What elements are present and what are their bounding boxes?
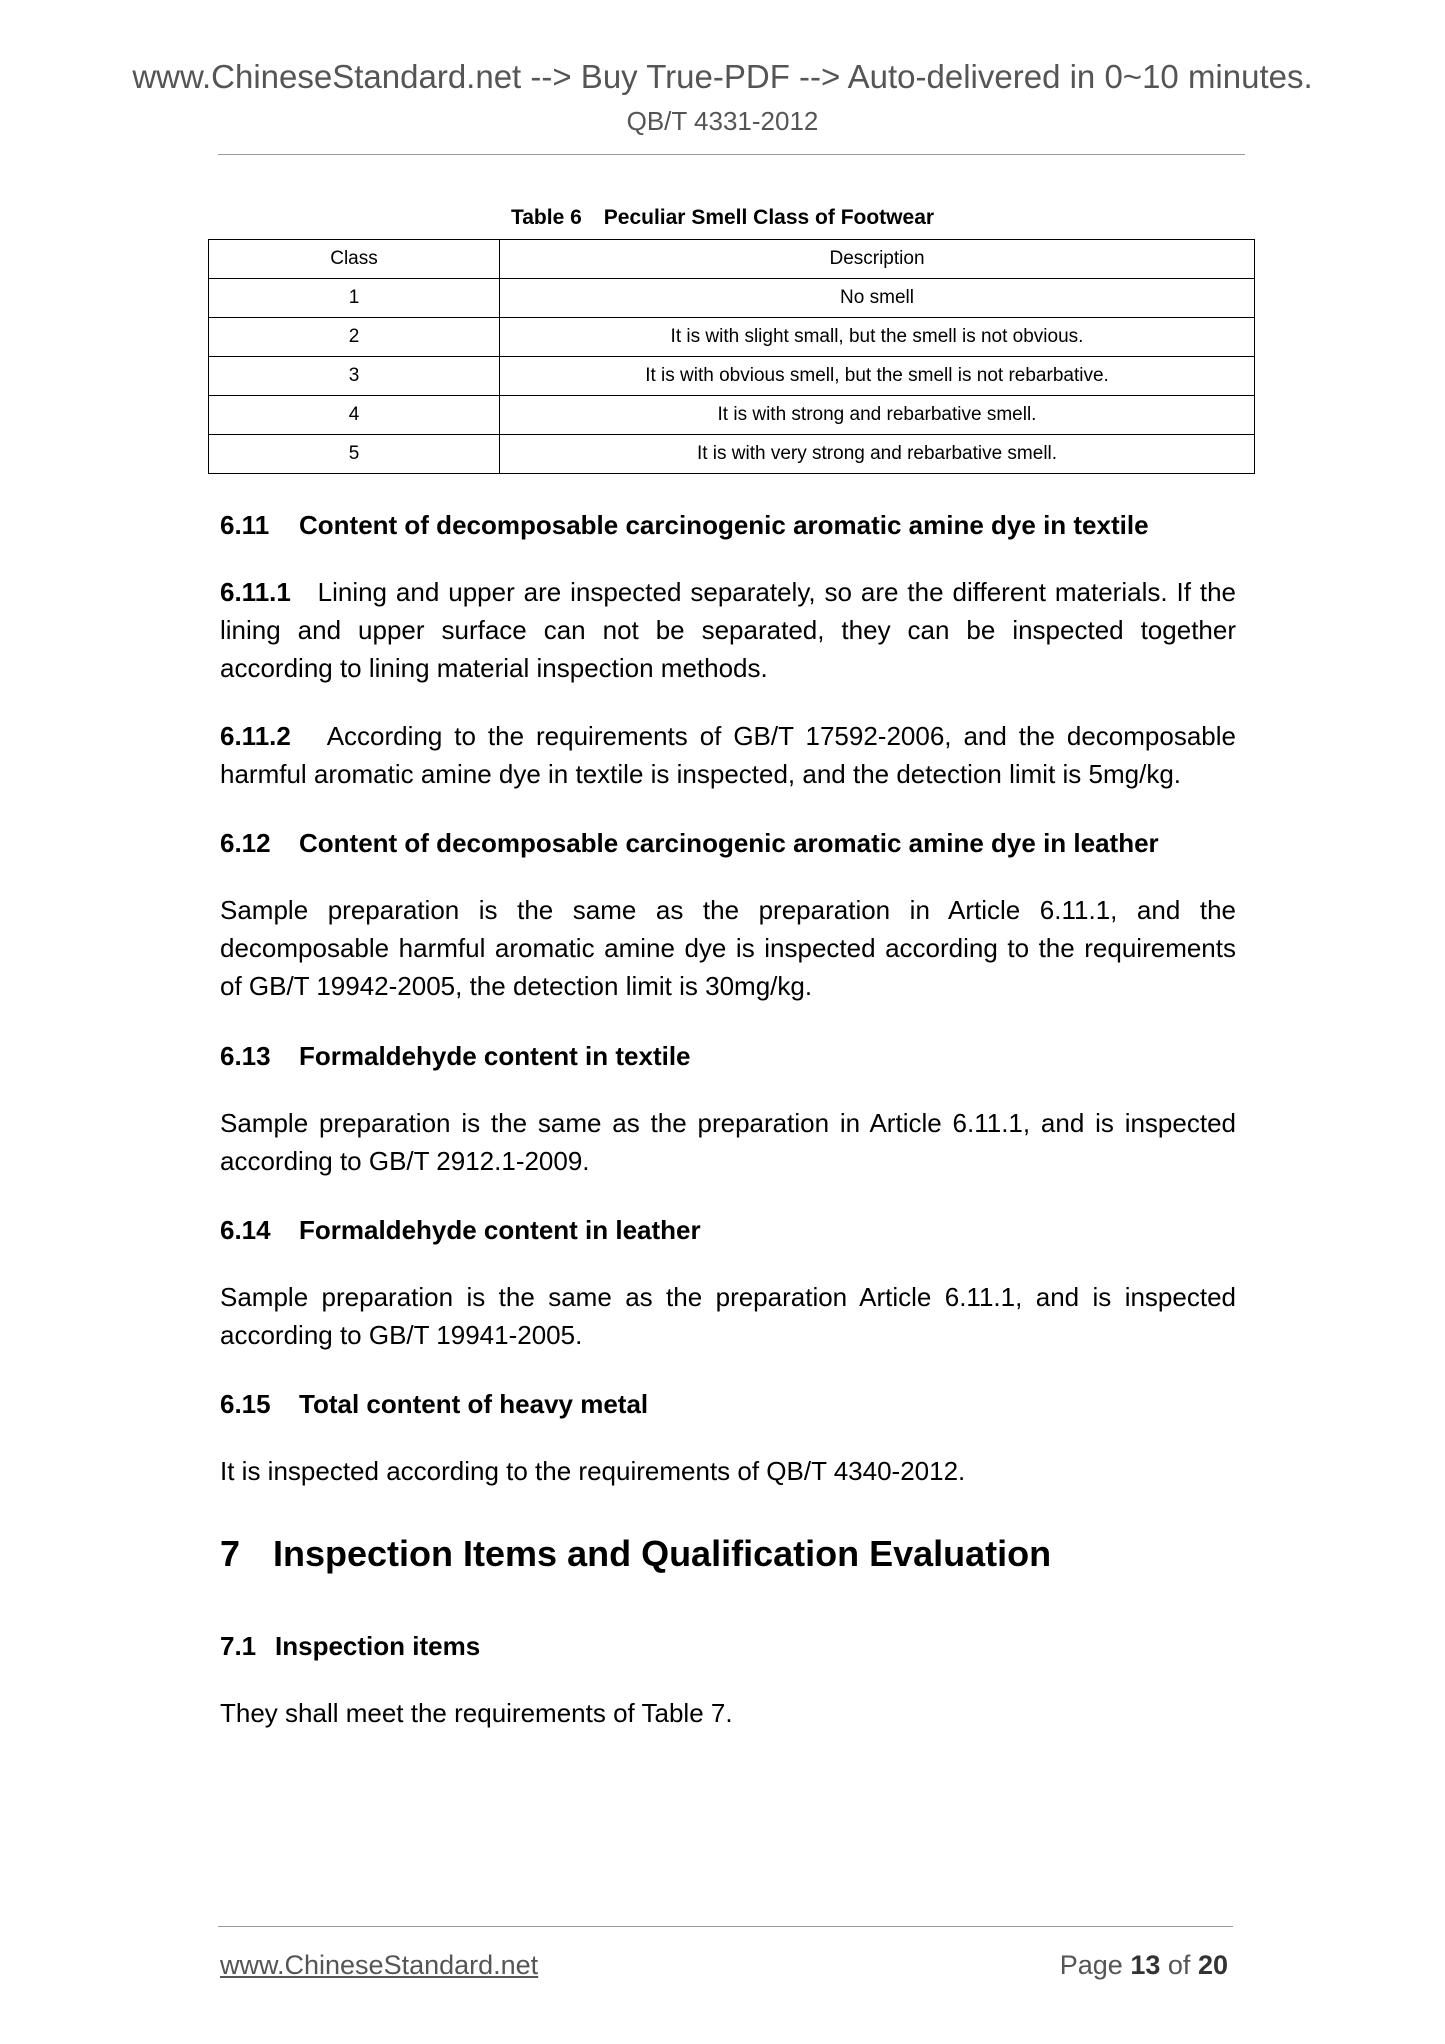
table-header-row (209, 240, 1255, 279)
section-title: Content of decomposable carcinogenic aromatic amine dye in leather (299, 828, 1159, 858)
smell-class-table (208, 239, 1255, 474)
description-cell: It is with very strong and rebarbative smell. (500, 435, 1255, 474)
section-number: 6.13 (220, 1041, 271, 1071)
page-total: 20 (1197, 1950, 1228, 1980)
page-current: 13 (1130, 1950, 1161, 1980)
column-header-class: Class (209, 240, 500, 279)
header-banner: www.ChineseStandard.net --> Buy True-PDF --> Auto-delivered in 0~10 minutes. (132, 58, 1313, 95)
paragraph-6-13: Sample preparation is the same as the preparation in Article 6.11.1, and is inspected according to GB/T 2912.1-2009. (220, 1108, 1236, 1176)
clause-number: 6.11.1 (220, 577, 291, 607)
class-cell: 5 (209, 435, 500, 474)
section-number: 7.1 (220, 1631, 257, 1661)
header-divider (218, 154, 1245, 155)
table-6-caption-number: Table 6 (510, 206, 582, 229)
section-title: Formaldehyde content in textile (299, 1041, 691, 1071)
header-standard-id: QB/T 4331-2012 (626, 106, 819, 136)
description-cell: It is with slight small, but the smell is not obvious. (500, 318, 1255, 357)
paragraph-6-12: Sample preparation is the same as the preparation in Article 6.11.1, and the decomposable harmful aromatic amine dye is inspected according to the requirements of GB/T 19942-2005, the detection limit is 30mg/kg. (220, 895, 1236, 1001)
class-cell: 1 (209, 279, 500, 318)
section-number: 6.15 (220, 1389, 271, 1419)
table-row (209, 279, 1255, 318)
paragraph-6-11-1 (220, 573, 1236, 687)
chapter-7-heading (220, 1533, 1051, 1575)
section-6-15-heading (220, 1389, 648, 1420)
footer-divider (218, 1926, 1233, 1927)
table-6-caption (0, 206, 1445, 230)
paragraph-6-11-2 (220, 717, 1236, 793)
table-row (209, 318, 1255, 357)
chapter-title: Inspection Items and Qualification Evaluation (273, 1533, 1052, 1574)
footer-site-link[interactable]: www.ChineseStandard.net (220, 1950, 539, 1980)
paragraph-6-14: Sample preparation is the same as the preparation Article 6.11.1, and is inspected according to GB/T 19941-2005. (220, 1282, 1236, 1350)
section-7-1-heading (220, 1631, 480, 1662)
column-header-description: Description (500, 240, 1255, 279)
page-of: of (1167, 1950, 1191, 1980)
description-cell: It is with obvious smell, but the smell is not rebarbative. (500, 357, 1255, 396)
table-row (209, 396, 1255, 435)
section-number: 6.11 (220, 510, 270, 540)
class-cell: 2 (209, 318, 500, 357)
class-cell: 4 (209, 396, 500, 435)
section-6-11-heading (220, 510, 1149, 541)
section-title: Content of decomposable carcinogenic aromatic amine dye in textile (299, 510, 1149, 540)
section-title: Inspection items (275, 1631, 481, 1661)
section-number: 6.12 (220, 828, 271, 858)
section-6-13-heading (220, 1041, 691, 1072)
section-title: Total content of heavy metal (299, 1389, 649, 1419)
paragraph-7-1: They shall meet the requirements of Table 7. (220, 1698, 733, 1728)
description-cell: It is with strong and rebarbative smell. (500, 396, 1255, 435)
page-label: Page (1059, 1950, 1123, 1980)
page-number (1060, 1950, 1228, 1981)
class-cell: 3 (209, 357, 500, 396)
clause-text: Lining and upper are inspected separately, so are the different materials. If the lining and upper surface can not be separated, they can be inspected together according to lining material inspection methods. (220, 577, 1237, 683)
table-row (209, 435, 1255, 474)
clause-text: According to the requirements of GB/T 17592-2006, and the decomposable harmful aromatic amine dye in textile is inspected, and the detection limit is 5mg/kg. (220, 721, 1237, 789)
chapter-number: 7 (220, 1533, 241, 1574)
paragraph-6-15: It is inspected according to the requirements of QB/T 4340-2012. (220, 1456, 966, 1486)
table-row (209, 357, 1255, 396)
clause-number: 6.11.2 (220, 721, 291, 751)
table-6-caption-title: Peculiar Smell Class of Footwear (603, 206, 935, 229)
section-title: Formaldehyde content in leather (299, 1215, 701, 1245)
description-cell: No smell (500, 279, 1255, 318)
section-6-14-heading (220, 1215, 701, 1246)
section-number: 6.14 (220, 1215, 271, 1245)
section-6-12-heading (220, 828, 1159, 859)
